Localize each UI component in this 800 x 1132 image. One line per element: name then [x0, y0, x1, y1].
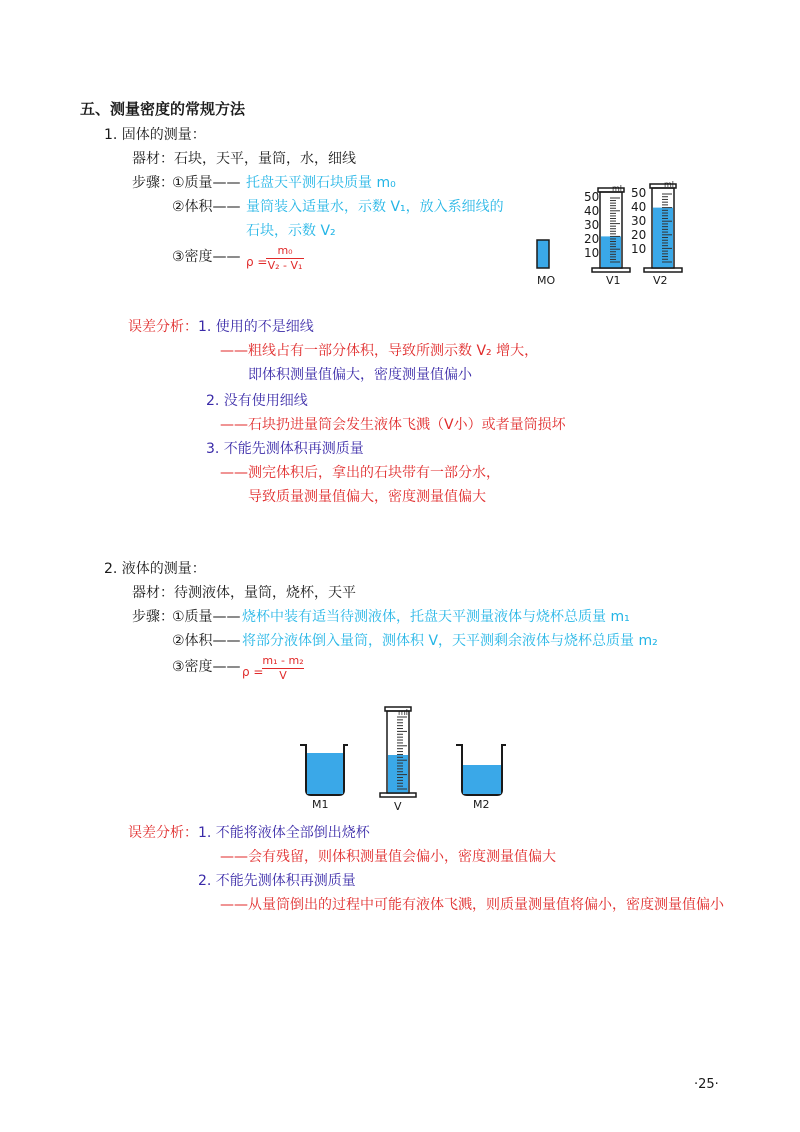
liquid-frac-denominator: V: [279, 669, 287, 682]
solid-step2-text-b: 石块，示数 V₂: [246, 223, 336, 239]
stone-shape: [537, 240, 549, 268]
stone-label: MO: [537, 274, 556, 287]
scale-number: 20: [631, 228, 647, 242]
cylinder-v1-label: V1: [606, 274, 621, 287]
solid-heading: 1. 固体的测量：: [104, 127, 206, 143]
scale-number: 20: [584, 232, 600, 246]
solid-step2-text-a: 量筒装入适量水，示数 V₁，放入系细线的: [246, 199, 504, 215]
beaker-m2: [456, 745, 506, 795]
solid-density-fraction: [266, 245, 304, 272]
page-number: ·25·: [694, 1077, 719, 1092]
solid-error-3-title: 3. 不能先测体积再测质量: [206, 441, 364, 457]
liquid-steps-label: 步骤：: [132, 609, 174, 625]
cylinder-v: [380, 707, 416, 797]
liquid-step2-label: ②体积——: [172, 633, 241, 649]
liquid-step1-text: 烧杯中装有适当待测液体，托盘天平测量液体与烧杯总质量 m₁: [242, 609, 630, 625]
liquid-rho: ρ =: [242, 665, 264, 679]
solid-steps-label: 步骤：: [132, 175, 174, 191]
liquid-error-1-title: 1. 不能将液体全部倒出烧杯: [198, 825, 370, 841]
solid-error-3-line-2: 导致质量测量值偏大，密度测量值偏大: [248, 489, 486, 505]
solid-error-label: 误差分析：: [128, 319, 198, 335]
beaker-m1-label: M1: [312, 798, 329, 811]
solid-error-1-title: 1. 使用的不是细线: [198, 319, 314, 335]
scale-number: 40: [631, 200, 647, 214]
liquid-materials: 器材：待测液体，量筒，烧杯，天平: [132, 585, 356, 601]
cylinder-v2-unit: ml: [664, 180, 675, 189]
liquid-error-2-title: 2. 不能先测体积再测质量: [198, 873, 356, 889]
solid-step2-label: ②体积——: [172, 199, 241, 215]
cylinder-v-unit: ml: [398, 708, 409, 717]
solid-error-1-line-1: ——粗线占有一部分体积，导致所测示数 V₂ 增大，: [220, 343, 539, 359]
liquid-step3-label: ③密度——: [172, 659, 241, 675]
solid-step1-label: ①质量——: [172, 175, 241, 191]
liquid-error-2-line-1: ——从量筒倒出的过程中可能有液体飞溅，则质量测量值将偏小，密度测量值偏小: [220, 897, 724, 913]
beaker-m1: [300, 745, 348, 795]
liquid-heading: 2. 液体的测量：: [104, 561, 206, 577]
liquid-figure: [296, 705, 556, 805]
beaker-m2-label: M2: [473, 798, 490, 811]
liquid-error-1-line-1: ——会有残留，则体积测量值会偏小，密度测量值偏大: [220, 849, 556, 865]
liquid-density-fraction: [262, 655, 304, 682]
solid-materials: 器材：石块，天平，量筒，水，细线: [132, 151, 356, 167]
scale-number: 50: [631, 186, 647, 200]
scale-number: 30: [631, 214, 647, 228]
scale-number: 10: [631, 242, 647, 256]
solid-frac-denominator: V₂ - V₁: [267, 259, 303, 272]
solid-step3-label: ③密度——: [172, 249, 241, 265]
solid-step1-text: 托盘天平测石块质量 m₀: [246, 175, 396, 191]
solid-frac-numerator: m₀: [277, 244, 293, 257]
liquid-step2-text: 将部分液体倒入量筒，测体积 V，天平测剩余液体与烧杯总质量 m₂: [242, 633, 658, 649]
cylinder-v1-unit: ml: [612, 184, 623, 193]
cylinder-v-label: V: [394, 800, 402, 813]
cylinder-v2-label: V2: [653, 274, 668, 287]
liquid-error-label: 误差分析：: [128, 825, 198, 841]
section-title: 五、测量密度的常规方法: [80, 100, 246, 118]
solid-error-2-title: 2. 没有使用细线: [206, 393, 308, 409]
solid-figure: [530, 180, 730, 290]
scale-number: 10: [584, 246, 600, 260]
liquid-step1-label: ①质量——: [172, 609, 241, 625]
cylinder-v-water: [388, 755, 408, 793]
scale-number: 30: [584, 218, 600, 232]
scale-number: 40: [584, 204, 600, 218]
solid-error-1-line-2: 即体积测量值偏大，密度测量值偏小: [248, 367, 472, 383]
scale-number: 50: [584, 190, 600, 204]
cylinder-v2: [644, 184, 682, 272]
solid-rho: ρ =: [246, 255, 268, 269]
solid-error-3-line-1: ——测完体积后，拿出的石块带有一部分水，: [220, 465, 500, 481]
liquid-frac-numerator: m₁ - m₂: [262, 654, 304, 667]
solid-error-2-line-1: ——石块扔进量筒会发生液体飞溅（V小）或者量筒损坏: [220, 417, 566, 433]
